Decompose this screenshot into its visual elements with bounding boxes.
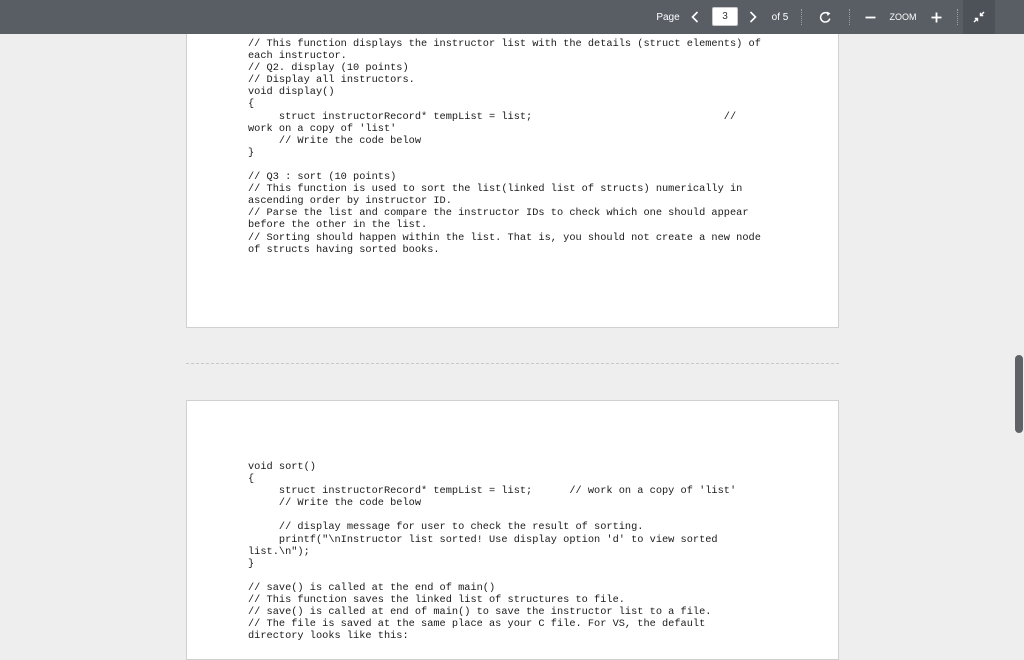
next-page-button[interactable] bbox=[744, 0, 762, 34]
page-count: of 5 bbox=[771, 11, 789, 23]
page-number-input[interactable] bbox=[712, 7, 738, 26]
previous-page-button[interactable] bbox=[686, 0, 704, 34]
document-page bbox=[186, 400, 839, 660]
zoom-out-button[interactable] bbox=[860, 0, 880, 34]
toolbar-divider bbox=[801, 9, 802, 25]
page-count-wrap bbox=[766, 0, 794, 34]
zoom-label: ZOOM bbox=[889, 12, 917, 22]
page-label: Page bbox=[656, 11, 680, 23]
page-break-divider bbox=[186, 363, 839, 364]
toolbar-divider bbox=[957, 9, 958, 25]
scrollbar-thumb[interactable] bbox=[1015, 355, 1023, 433]
zoom-in-button[interactable] bbox=[926, 0, 946, 34]
pdf-toolbar bbox=[0, 0, 1024, 34]
document-page bbox=[186, 34, 839, 328]
toolbar-divider bbox=[849, 9, 850, 25]
minus-icon bbox=[865, 12, 876, 23]
page-text: // This function displays the instructor list with the details (struct elements) of each instructor. // Q2. display (10 points) // Display all instructors. void display() { struct instructorRecord* tempList = list; // work on a copy of 'list' // Write the code below } // Q3 : sort (10 points) // This function is used to sort the list(linked list of structs) numerically in ascending order by instructor ID. // Parse the list and compare the instructor IDs to check which one should appear before the other in the list. // Sorting should happen within the list. That is, you should not create a new node of structs having sorted books. bbox=[248, 38, 761, 256]
plus-icon bbox=[931, 12, 942, 23]
collapse-icon bbox=[973, 11, 985, 23]
rotate-button[interactable] bbox=[812, 0, 838, 34]
rotate-icon bbox=[818, 10, 833, 25]
scrollbar-track[interactable] bbox=[1013, 34, 1024, 640]
chevron-left-icon bbox=[691, 11, 699, 23]
page-text: void sort() { struct instructorRecord* tempList = list; // work on a copy of 'list' // Write the code below // display message for user to check the result of sorting. printf("\nInstructor list sorted! Use display option 'd' to view sorted list.\n"); } // save() is called at the end of main() // This function saves the linked list of structures to file. // save() is called at end of main() to save the instructor list to a file. // The file is saved at the same place as your C file. For VS, the default directory looks like this: bbox=[248, 461, 737, 643]
exit-fullscreen-button[interactable] bbox=[963, 0, 995, 34]
chevron-right-icon bbox=[749, 11, 757, 23]
zoom-label-wrap bbox=[884, 0, 922, 34]
page-label-wrap bbox=[652, 0, 684, 34]
